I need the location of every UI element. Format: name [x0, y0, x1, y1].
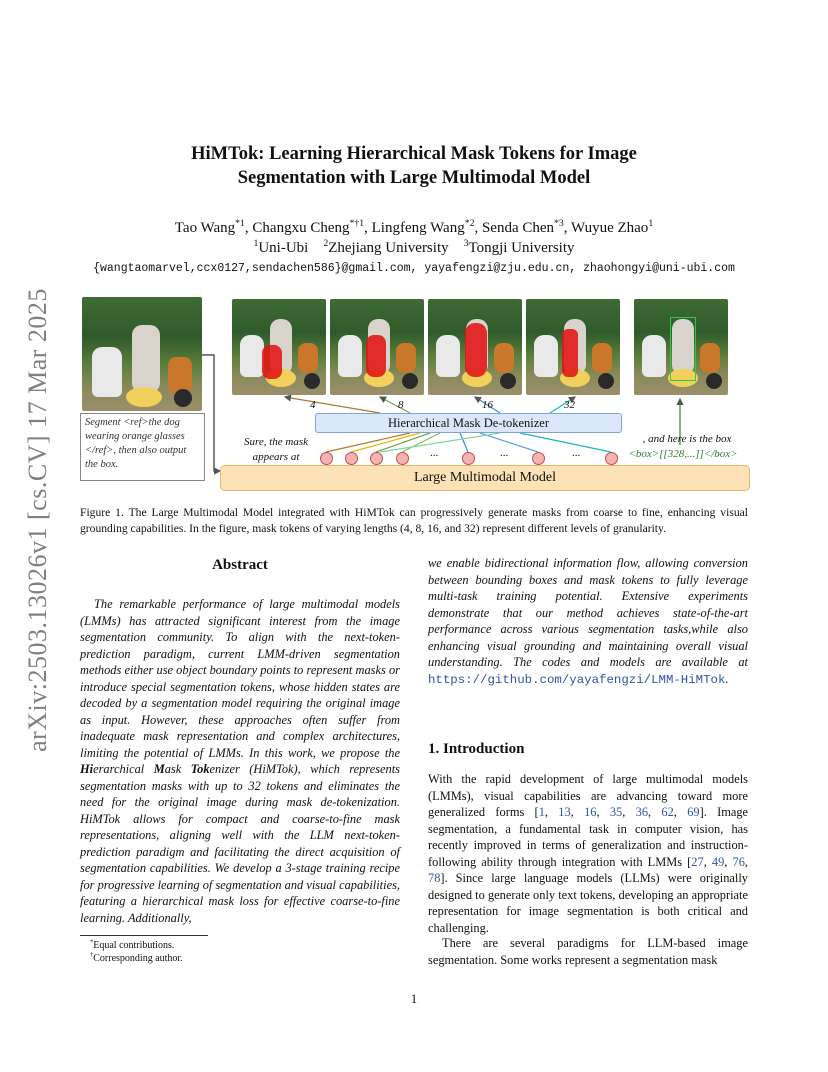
abstract-heading: Abstract — [212, 557, 268, 573]
affil-mark: 2 — [323, 238, 329, 249]
author-mark: *3 — [554, 218, 564, 229]
affiliations — [80, 238, 748, 258]
citation[interactable]: 49 — [711, 854, 725, 869]
detokenizer-box: Hierarchical Mask De-tokenizer — [315, 413, 622, 433]
response-prefix: Sure, the mask appears at — [243, 436, 309, 463]
token-count-label: 8 — [398, 399, 404, 411]
footnote-rule — [80, 935, 208, 936]
affiliation: Uni-Ubi — [258, 240, 309, 256]
response-suffix: , and here is the box — [642, 433, 732, 445]
footnote-mark: † — [90, 951, 94, 959]
citation[interactable]: 62 — [661, 805, 674, 819]
box-output-text: <box>[[328,...]]</box> — [628, 448, 738, 460]
author-emails: {wangtaomarvel,ccx0127,sendachen586}@gmail.com, yayafengzi@zju.edu.cn, zhaohongyi@uni-ubi.com — [93, 262, 735, 275]
author-mark: *2 — [464, 218, 475, 229]
prompt-text: Segment <ref>the dog wearing orange glasses </ref>, then also output the box. — [80, 413, 205, 481]
abstract-name-part: erarchical — [93, 762, 154, 776]
abstract-name-m: M — [153, 762, 165, 776]
footnote-equal: *Equal contributions. — [90, 938, 175, 951]
affiliation: Zhejiang University — [328, 240, 449, 256]
author: Lingfeng Wang — [371, 220, 465, 236]
abstract-name-tok: Tok — [190, 762, 210, 776]
lmm-box: Large Multimodal Model — [220, 465, 750, 491]
footnote-corresponding: †Corresponding author. — [90, 951, 183, 964]
code-link[interactable]: https://github.com/yayafengzi/LMM-HiMTok — [428, 672, 726, 687]
paper-title — [80, 142, 748, 190]
author: Wuyue Zhao — [571, 220, 649, 236]
citation[interactable]: 27 — [691, 854, 704, 869]
mask-token — [320, 452, 333, 465]
intro-paragraph-2: There are several paradigms for LLM-based image segmentation. Some works represent a segmentation mask — [428, 936, 748, 967]
abstract-continued: we enable bidirectional information flow, allowing conversion between bounding boxes and mask tokens to fully leverage multi-task training potential. Extensive experiments demonstrate that our method achieves state-of-the-art performance across various segmentation tasks,while also enhancing visual grounding and maintaining overall visual understanding. The codes and models are available at https://github.com/yayafengzi/LMM-HiMTok. — [428, 556, 748, 687]
mask-token — [396, 452, 409, 465]
token-ellipsis: ... — [572, 447, 581, 459]
author: Tao Wang — [174, 220, 236, 236]
token-ellipsis: ... — [500, 447, 509, 459]
citation[interactable]: 35 — [609, 805, 623, 819]
abstract-part-2: (HiMTok), which represents segmentation masks with up to 32 tokens and eliminates the need for the original image during mask de-tokenization. HiMTok allows for compact and coarse-to-fine mask representations, aligning well with the LLM next-token-prediction paradigm and facilitating the direct acquisition of segmentation capabilities. We develop a 3-stage training recipe for progressive learning of segmentation and visual capabilities, featuring a hierarchical mask loss for effective coarse-to-fine learning. Additionally, — [80, 762, 400, 925]
author-list: Tao Wang$^{*1}$, Changxu Cheng$^{*\dagger 1}$, Lingfeng Wang$^{*2}$, Senda Chen$^{*3}$, Wuyue Zhao$^1$ — [174, 218, 654, 236]
token-count-label: 16 — [482, 399, 493, 411]
affil-mark: 1 — [253, 238, 259, 249]
author-mark: *†1 — [349, 218, 365, 229]
abstract-name-hi: Hi — [80, 762, 94, 776]
intro-paragraph-1: With the rapid development of large multimodal models (LMMs), visual capabilities are advancing toward more generalized forms [1, 13, 16, 35, 36, 62, 69]. Image segmentation, a fundamental task in computer vision, has recently improved in terms of generalization and instruction-following ability through integration with LMMs [27, 49, 76, 78]. Since large language models (LLMs) were originally designed to generate only text tokens, developing an appropriate representation for image segmentation is both critical and challenging. — [428, 772, 749, 935]
abstract-text — [80, 596, 400, 926]
token-count-label: 32 — [564, 399, 575, 411]
token-ellipsis: ... — [430, 447, 439, 459]
mask-token — [370, 452, 383, 465]
token-count-label: 4 — [310, 399, 316, 411]
footnote-mark: * — [90, 938, 94, 946]
citation[interactable]: 69 — [687, 805, 700, 819]
abstract-name-part: enizer — [209, 762, 240, 776]
figure-caption: Figure 1. The Large Multimodal Model integrated with HiMTok can progressively generate masks from coarse to fine, enhancing visual grounding capabilities. In the figure, mask tokens of varying lengths (4, 8, 16, and 32) represent different levels of granularity. — [80, 506, 748, 535]
citation[interactable]: 13 — [558, 805, 571, 819]
citation[interactable]: 76 — [732, 854, 745, 869]
title-line-2: Segmentation with Large Multimodal Model — [237, 168, 591, 188]
abstract-part-1: The remarkable performance of large multimodal models (LMMs) has attracted significant interest from the image segmentation community. To align with the next-token-prediction paradigm, current LMM-driven segmentation methods either use object boundary points to represent masks or introduce special segmentation tokens, whose hidden states are decoded by a segmentation model requiring the original image as input. However, these approaches often suffer from inadequate mask representation and complex architectures, limiting the potential of LMMs. In this work, we propose the — [80, 597, 400, 760]
affiliation: Tongji University — [468, 240, 575, 256]
mask-token — [532, 452, 545, 465]
citation[interactable]: 36 — [635, 805, 649, 819]
arxiv-id: arXiv:2503.13026v1 [cs.CV] 17 Mar 2025 — [23, 288, 52, 752]
figure-1 — [80, 295, 748, 495]
abstract-name-part: ask — [164, 762, 191, 776]
mask-token — [345, 452, 358, 465]
arxiv-sidebar — [18, 280, 58, 760]
mask-token — [462, 452, 475, 465]
author: Changxu Cheng — [252, 220, 350, 236]
page-number: 1 — [410, 992, 418, 1006]
intro-heading: 1. Introduction — [428, 741, 525, 757]
title-line-1: HiMTok: Learning Hierarchical Mask Tokens for Image — [191, 144, 637, 164]
author-mark: 1 — [648, 218, 654, 229]
mask-token — [605, 452, 618, 465]
citation[interactable]: 1 — [538, 805, 545, 819]
affil-mark: 3 — [463, 238, 469, 249]
citation[interactable]: 78 — [428, 871, 441, 885]
author-mark: *1 — [235, 218, 245, 229]
citation[interactable]: 16 — [584, 805, 597, 819]
author: Senda Chen — [481, 220, 555, 236]
